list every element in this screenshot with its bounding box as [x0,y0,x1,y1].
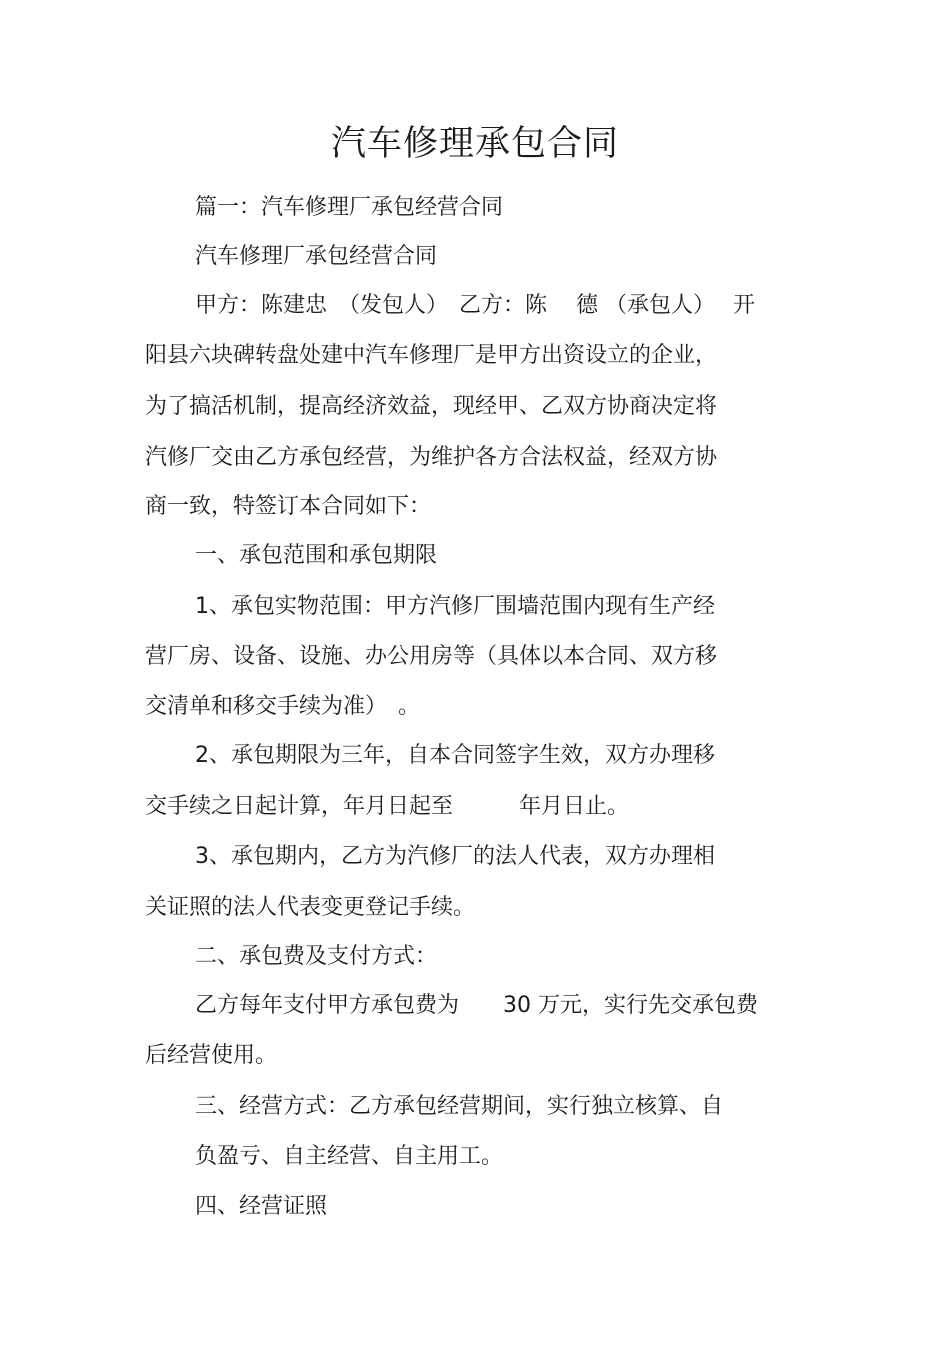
text-line: 营厂房、设备、设施、办公用房等（具体以本合同、双方移 [145,644,718,669]
text-line: 1、承包实物范围：甲方汽修厂围墙范围内现有生产经 [195,594,715,619]
text-line: 为了搞活机制，提高经济效益，现经甲、乙双方协商决定将 [145,394,718,419]
text-line: 交手续之日起计算，年月日起至 年月日止。 [145,794,630,819]
text-line: 后经营使用。 [145,1043,278,1068]
text-line: 乙方每年支付甲方承包费为 30 万元，实行先交承包费 [195,993,758,1018]
text-line: 篇一：汽车修理厂承包经营合同 [195,195,504,220]
text-line: 负盈亏、自主经营、自主用工。 [195,1144,504,1169]
text-line: 3、承包期内，乙方为汽修厂的法人代表，双方办理相 [195,844,715,869]
text-line: 2、承包期限为三年，自本合同签字生效，双方办理移 [195,743,715,768]
section-heading: 二、承包费及支付方式： [195,944,438,969]
text-line: 商一致，特签订本合同如下： [145,494,432,519]
document-title: 汽车修理承包合同 [330,124,619,164]
text-line: 交清单和移交手续为准） 。 [145,694,421,719]
text-line: 汽修厂交由乙方承包经营，为维护各方合法权益，经双方协 [145,445,718,470]
text-line: 甲方：陈建忠 （发包人） 乙方：陈 德 （承包人） 开 [195,293,755,318]
section-heading: 一、承包范围和承包期限 [195,543,438,568]
text-line: 阳县六块碑转盘处建中汽车修理厂是甲方出资设立的企业， [145,343,718,368]
section-heading: 四、经营证照 [195,1194,328,1219]
text-line: 关证照的法人代表变更登记手续。 [145,895,476,920]
text-line: 汽车修理厂承包经营合同 [195,244,438,269]
text-line: 三、经营方式：乙方承包经营期间，实行独立核算、自 [195,1094,724,1119]
